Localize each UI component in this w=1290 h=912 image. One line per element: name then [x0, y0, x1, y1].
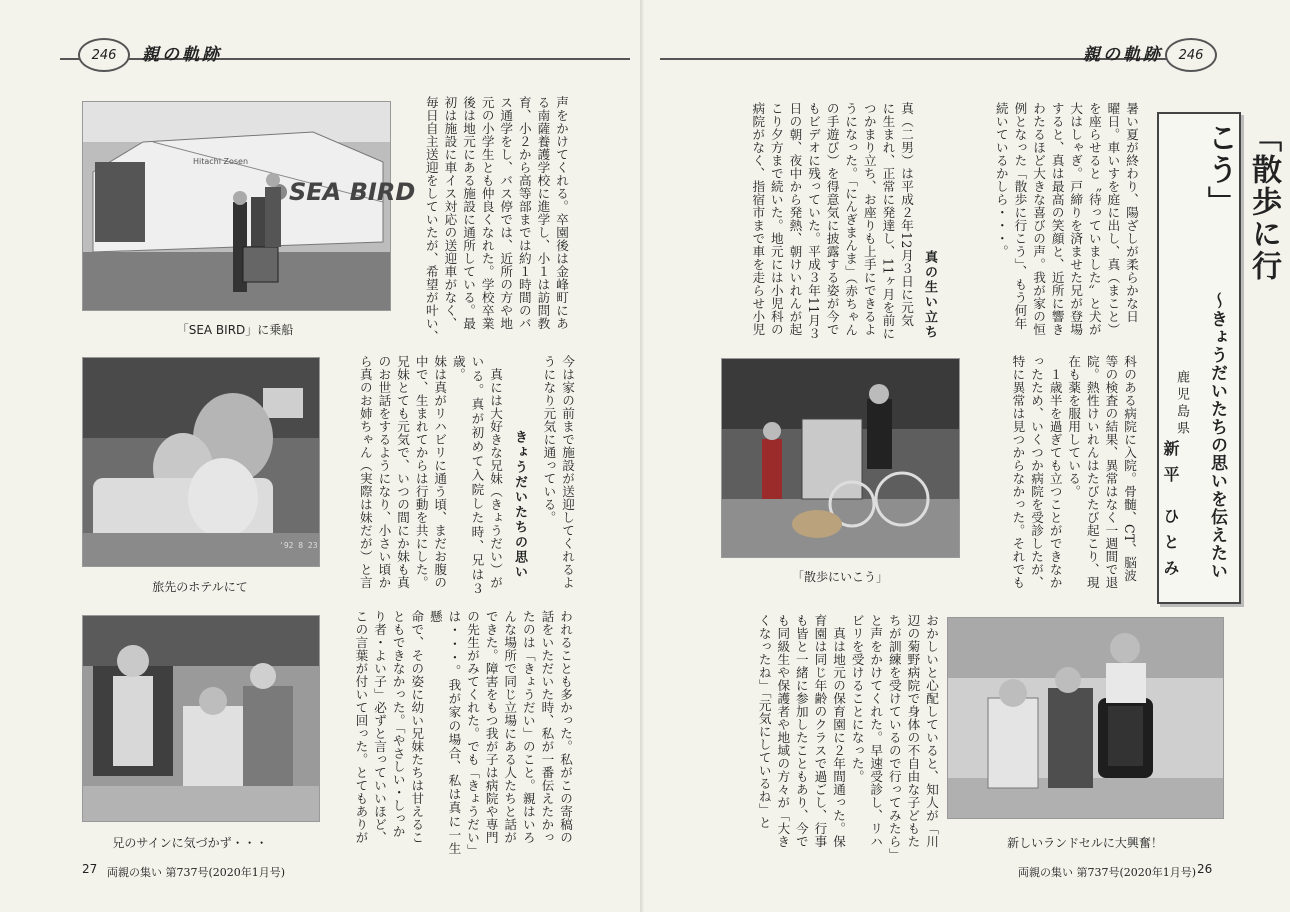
author-prefecture: 鹿児島県 — [1174, 370, 1189, 438]
text-line: 今は家の前まで施設が送迎してくれるよ — [560, 355, 575, 589]
ship-operator-text: Hitachi Zosen — [193, 157, 249, 166]
text-line: 妹は真がリハビリに通う頃、まだお腹の — [432, 355, 448, 589]
caption-walk: 「散歩にいこう」 — [791, 570, 888, 584]
text-line: 初は施設に車イス対応の送迎車がなく、 — [442, 96, 458, 330]
text-line: 続いているかしら・・・。 — [993, 102, 1009, 258]
text-line: 辺の菊野病院で身体の不自由な子どもた — [905, 614, 921, 848]
caption-sign: 兄のサインに気づかず・・・ — [112, 836, 268, 850]
text-line: 等の検査の結果、異常はなく一週間で退 — [1103, 355, 1119, 589]
text-line: 命で、その姿に幼い兄妹たちは甘えるこ — [409, 610, 425, 844]
text-line: 例となった「散歩に行こう」、もう何年 — [1012, 102, 1028, 330]
text-line: 真（二男）は平成２年12月３日に元気 — [899, 102, 914, 327]
text-line: の先生がみてくれた。でも「きょうだい」 — [465, 610, 481, 857]
right-text-intro — [940, 102, 1140, 347]
text-line: 在も薬を服用している。 — [1066, 355, 1082, 498]
text-line: 毎日自主送迎をしていたが、希望が叶い、 — [423, 96, 439, 343]
text-line: 曜日。車いすを庭に出し、真（まこと） — [1105, 102, 1121, 336]
text-line: ったため、いくつか病院を受診したが、 — [1029, 355, 1045, 589]
text-line: を座らせると〝待っていました〟と犬が — [1086, 102, 1102, 336]
author-name: 新平 ひとみ — [1161, 440, 1180, 586]
text-line: うになった。「にんぎまんま」（赤ちゃん — [843, 102, 859, 337]
text-line: 育、小２から高等部までは約１時間のバ — [516, 96, 532, 330]
publication-right: 両親の集い 第737号(2020年1月号) — [1018, 866, 1197, 879]
text-line: 兄妹とても元気で、いつの間にか妹も真 — [395, 355, 411, 589]
text-line: おかしいと心配していると、知人が「川 — [924, 614, 939, 848]
text-line: 日の朝、夜中から発熱、朝けいれんが起 — [787, 102, 803, 336]
caption-randoseru: 新しいランドセルに大興奮！ — [1007, 836, 1163, 850]
text-line: たのは「きょうだい」のこと。親はいろ — [520, 610, 536, 844]
text-line: 大はしゃぎ。戸締りを済ませた兄が登場 — [1068, 102, 1084, 336]
text-line: この言葉が付いて回った。とてもありが — [353, 610, 369, 844]
text-line: できた。障害をもつ我が子は病院や専門 — [483, 610, 499, 844]
text-line: いる。真が初めて入院した時、兄は３歳。 — [450, 355, 485, 595]
date-stamp-text: '92 8 23 — [279, 541, 318, 550]
text-line: ス通学をし、バス停では、近所の方や地 — [498, 96, 514, 330]
text-line: 特に異常は見つからなかった。それでも — [1010, 355, 1026, 589]
running-title-left: 親の軌跡 — [142, 45, 222, 65]
text-line: 院。熱性けいれんはたびたび起こり、現 — [1084, 355, 1100, 589]
text-line: 育園は同じ年齢のクラスで過ごし、行事 — [812, 614, 828, 848]
page-number-right: 26 — [1197, 862, 1213, 876]
page-number-badge-right: 246 — [1165, 38, 1217, 72]
photo-hotel — [82, 357, 320, 567]
heading-birth: 真の生い立ち — [922, 250, 937, 340]
text-line: ちが訓練を受けているので行ってみたら」 — [886, 614, 902, 861]
text-line: こり夕方まで続いた。地元には小児科の — [768, 102, 784, 336]
text-line: も同級生や保護者や地域の方々が「大き — [775, 614, 791, 848]
left-text-bottom — [334, 610, 574, 855]
text-line: る南薩養護学校に進学し、小１は訪問教 — [535, 96, 551, 330]
text-line: 話をいただいた時、私が一番伝えたかっ — [539, 610, 555, 844]
text-line: 病院がなく、指宿市まで車を走らせ小児 — [750, 102, 766, 336]
text-line: 声をかけてくれる。卒園後は金峰町にあ — [554, 96, 569, 330]
text-line: のお世話をするようになり、小さい頃か — [376, 355, 392, 589]
text-line: も皆と一緒に参加したこともあり、今で — [793, 614, 809, 848]
text-line: ビリを受けることになった。 — [849, 614, 865, 783]
text-line: 真は地元の保育園に２年間通った。保 — [831, 614, 847, 848]
article-subtitle: 〜きょうだいたちの思いを伝えたい — [1207, 292, 1227, 580]
photo-sea-bird — [82, 101, 416, 311]
right-page — [645, 0, 1290, 912]
photo-walk — [721, 358, 960, 558]
right-text-bottom — [725, 614, 940, 859]
text-line: すると、真は最高の笑顔と、近所に響き — [1049, 102, 1065, 336]
caption-hotel: 旅先のホテルにて — [152, 580, 248, 594]
right-text-birth — [720, 102, 915, 347]
text-line: 後は地元にある施設に通所している。最 — [461, 96, 477, 330]
text-line: つかまり立ち、お座りも上手にできるよ — [861, 102, 877, 336]
publication-left: 両親の集い 第737号(2020年1月号) — [107, 866, 286, 879]
text-line: １歳半を過ぎても立つことができなか — [1047, 355, 1063, 589]
text-line: もビデオに残っていた。平成３年11月３ — [806, 102, 822, 340]
photo-sign — [82, 615, 320, 822]
text-line: んな場所で同じ立場にある人たちと話が — [502, 610, 518, 844]
text-line: の手遊び）を得意気に披露する姿が今で — [824, 102, 840, 336]
text-line: ら真のお姉ちゃん（実際は妹だが）と言 — [357, 355, 373, 589]
running-title-right: 親の軌跡 — [1083, 45, 1163, 65]
text-line: 中で、生まれてからは行動を共にした。 — [413, 355, 429, 589]
text-line: くなったね」「元気にしているね」と — [756, 614, 772, 829]
left-text-top — [408, 96, 570, 350]
photo-randoseru — [947, 617, 1224, 819]
text-line: われることも多かった。私がこの寄稿の — [558, 610, 573, 844]
left-text-siblings — [336, 355, 504, 595]
text-line: 科のある病院に入院。骨髄、CT、脳波 — [1122, 355, 1137, 582]
text-line: と声をかけてくれた。早速受診し、リハ — [868, 614, 884, 848]
article-title: 「散歩に行こう」 — [1202, 122, 1281, 282]
text-line: 真には大好きな兄妹（きょうだい）が — [488, 355, 503, 589]
text-line: り者・よい子」必ずと言っていいほど、 — [372, 610, 388, 844]
heading-siblings: きょうだいたちの思い — [512, 430, 527, 580]
text-line: は・・・。我が家の場合、私は真に一生懸 — [427, 610, 462, 855]
text-line: うになり元気に通っている。 — [541, 355, 557, 524]
text-line: ともできなかった。「やさしい・しっか — [390, 610, 406, 838]
text-line: に生まれ、正常に発達し、11ヶ月を前に — [880, 102, 896, 340]
ship-name-text: SEA BIRD — [289, 178, 416, 206]
left-text-middle — [536, 355, 576, 595]
text-line: 暑い夏が終わり、陽ざしが柔らかな日 — [1124, 102, 1139, 323]
text-line: 元の小学生とも仲良くなれた。学校卒業 — [479, 96, 495, 330]
caption-sea-bird: 「SEA BIRD」に乗船 — [176, 323, 294, 337]
right-text-middle — [968, 355, 1138, 595]
text-line: わたるほど大きな喜びの声。我が家の恒 — [1031, 102, 1047, 336]
page-number-left: 27 — [82, 862, 98, 876]
page-number-badge-left: 246 — [78, 38, 130, 72]
